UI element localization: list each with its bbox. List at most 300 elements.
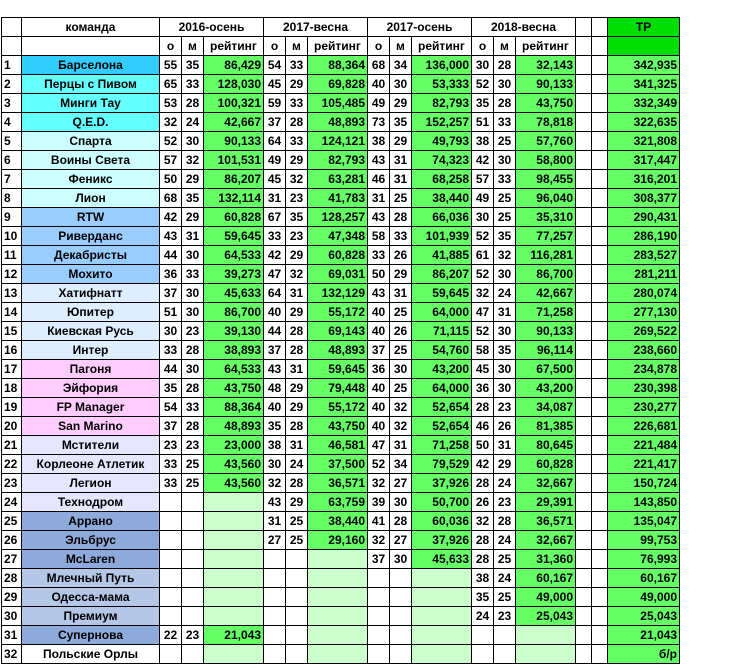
row-number: 1 [2, 56, 22, 75]
score-o: 50 [160, 170, 182, 189]
row-number: 13 [2, 284, 22, 303]
score-m [286, 626, 308, 645]
score-m: 30 [494, 151, 516, 170]
score-m [182, 493, 204, 512]
score-m: 28 [286, 322, 308, 341]
score-o: 35 [264, 417, 286, 436]
table-row [2, 645, 680, 664]
spacer-cell [592, 360, 608, 379]
score-m: 25 [390, 379, 412, 398]
spacer-cell [576, 550, 592, 569]
score-o: 38 [472, 569, 494, 588]
score-o: 30 [472, 208, 494, 227]
subheader-o: о [368, 37, 390, 56]
header-team: команда [22, 18, 160, 37]
subheader-rating: рейтинг [204, 37, 264, 56]
score-o: 40 [368, 322, 390, 341]
score-m: 28 [494, 94, 516, 113]
rating-value: 86,207 [412, 265, 472, 284]
score-o: 37 [160, 417, 182, 436]
header-season-3: 2017-осень [368, 18, 472, 37]
rating-value: 90,133 [516, 322, 576, 341]
rating-value: 29,391 [516, 493, 576, 512]
rating-value: 96,114 [516, 341, 576, 360]
header-total: ТР [608, 18, 680, 37]
score-o [160, 588, 182, 607]
score-o: 42 [472, 455, 494, 474]
spacer-cell [576, 75, 592, 94]
score-o: 43 [368, 284, 390, 303]
team-name: Воины Света [22, 151, 160, 170]
table-row [2, 75, 680, 94]
score-o: 38 [472, 132, 494, 151]
rating-value: 77,257 [516, 227, 576, 246]
score-o: 44 [264, 322, 286, 341]
team-name: Эйфория [22, 379, 160, 398]
row-number: 5 [2, 132, 22, 151]
score-o: 22 [160, 626, 182, 645]
rating-value: 74,323 [412, 151, 472, 170]
score-m: 28 [494, 56, 516, 75]
score-m: 25 [494, 132, 516, 151]
score-o: 58 [368, 227, 390, 246]
spacer-cell [592, 645, 608, 664]
score-o: 32 [368, 531, 390, 550]
score-o: 54 [160, 398, 182, 417]
score-m: 33 [390, 227, 412, 246]
subheader-total [608, 37, 680, 56]
score-m: 30 [494, 265, 516, 284]
score-o [368, 645, 390, 664]
table-row [2, 360, 680, 379]
score-m: 28 [182, 94, 204, 113]
score-o [368, 569, 390, 588]
score-o: 51 [160, 303, 182, 322]
table-row [2, 189, 680, 208]
score-m: 33 [286, 94, 308, 113]
score-m: 26 [494, 417, 516, 436]
score-m: 35 [494, 227, 516, 246]
score-o: 59 [264, 94, 286, 113]
total-rating: 322,635 [608, 113, 680, 132]
score-o: 37 [368, 341, 390, 360]
rating-value: 43,560 [204, 474, 264, 493]
score-o: 38 [368, 132, 390, 151]
rating-value: 136,000 [412, 56, 472, 75]
row-number: 25 [2, 512, 22, 531]
rating-value: 68,258 [412, 170, 472, 189]
score-m: 25 [390, 189, 412, 208]
score-m: 28 [390, 512, 412, 531]
score-m: 30 [182, 132, 204, 151]
table-row [2, 569, 680, 588]
score-m: 28 [286, 113, 308, 132]
score-o: 68 [160, 189, 182, 208]
team-name: Хатифнатт [22, 284, 160, 303]
spacer-cell [592, 493, 608, 512]
row-number: 10 [2, 227, 22, 246]
table-row [2, 588, 680, 607]
spacer-cell [592, 265, 608, 284]
score-o: 32 [472, 512, 494, 531]
row-number: 22 [2, 455, 22, 474]
score-m: 33 [286, 56, 308, 75]
row-number: 15 [2, 322, 22, 341]
score-o [264, 645, 286, 664]
subheader-rating: рейтинг [516, 37, 576, 56]
subheader-rating: рейтинг [412, 37, 472, 56]
spacer-cell [592, 512, 608, 531]
score-m: 33 [494, 170, 516, 189]
score-m [494, 626, 516, 645]
score-m: 30 [182, 360, 204, 379]
rating-value: 78,818 [516, 113, 576, 132]
rating-value: 81,385 [516, 417, 576, 436]
score-o: 55 [160, 56, 182, 75]
score-m: 28 [182, 417, 204, 436]
team-name: RTW [22, 208, 160, 227]
spacer-cell [592, 474, 608, 493]
row-number: 21 [2, 436, 22, 455]
rating-value [204, 550, 264, 569]
table-row [2, 265, 680, 284]
rating-value: 60,828 [308, 246, 368, 265]
score-o: 52 [472, 75, 494, 94]
total-rating: 76,993 [608, 550, 680, 569]
score-m: 31 [286, 284, 308, 303]
score-o: 73 [368, 113, 390, 132]
score-o: 51 [472, 113, 494, 132]
score-o [160, 607, 182, 626]
score-o: 28 [472, 474, 494, 493]
rating-value [516, 645, 576, 664]
score-m: 31 [390, 284, 412, 303]
score-o: 61 [472, 246, 494, 265]
rating-value: 60,828 [516, 455, 576, 474]
total-rating: 277,130 [608, 303, 680, 322]
score-o [264, 569, 286, 588]
score-m: 31 [390, 170, 412, 189]
total-rating: б/р [608, 645, 680, 664]
rating-value: 64,533 [204, 246, 264, 265]
spacer-cell [592, 94, 608, 113]
row-number: 20 [2, 417, 22, 436]
spacer-cell [576, 132, 592, 151]
score-o: 50 [368, 265, 390, 284]
rating-value: 63,281 [308, 170, 368, 189]
score-m: 31 [286, 360, 308, 379]
score-o: 68 [368, 56, 390, 75]
header-row-seasons [2, 18, 680, 37]
rating-value: 43,200 [412, 360, 472, 379]
score-m: 32 [390, 398, 412, 417]
rating-value: 100,321 [204, 94, 264, 113]
team-name: Декабристы [22, 246, 160, 265]
score-o: 24 [472, 607, 494, 626]
team-name: Лион [22, 189, 160, 208]
team-name: Феникс [22, 170, 160, 189]
rating-value: 52,654 [412, 398, 472, 417]
rating-value: 41,783 [308, 189, 368, 208]
rating-value: 37,500 [308, 455, 368, 474]
score-o: 31 [264, 512, 286, 531]
score-m: 30 [390, 550, 412, 569]
table-row [2, 246, 680, 265]
row-number: 4 [2, 113, 22, 132]
team-name: Риверданс [22, 227, 160, 246]
score-m: 23 [182, 626, 204, 645]
score-o: 36 [368, 360, 390, 379]
table-row [2, 56, 680, 75]
rating-value: 25,043 [516, 607, 576, 626]
score-o: 65 [160, 75, 182, 94]
score-o: 52 [472, 265, 494, 284]
table-row [2, 455, 680, 474]
rating-value: 101,939 [412, 227, 472, 246]
score-o [160, 645, 182, 664]
row-number: 3 [2, 94, 22, 113]
rating-value: 90,133 [516, 75, 576, 94]
score-m: 31 [390, 151, 412, 170]
rating-value [516, 626, 576, 645]
spacer-cell [576, 341, 592, 360]
score-o: 40 [264, 398, 286, 417]
score-m: 24 [182, 113, 204, 132]
score-m: 30 [494, 360, 516, 379]
score-m: 25 [286, 512, 308, 531]
score-o [160, 569, 182, 588]
team-name: Легион [22, 474, 160, 493]
score-o: 52 [368, 455, 390, 474]
score-m: 34 [390, 455, 412, 474]
rating-value: 60,167 [516, 569, 576, 588]
table-row [2, 227, 680, 246]
score-o: 33 [160, 455, 182, 474]
score-o: 47 [472, 303, 494, 322]
score-o: 28 [472, 398, 494, 417]
header-row-sub [2, 37, 680, 56]
table-row [2, 398, 680, 417]
score-m [390, 607, 412, 626]
score-o: 52 [472, 322, 494, 341]
rating-value: 42,667 [516, 284, 576, 303]
score-o: 30 [264, 455, 286, 474]
total-rating: 290,431 [608, 208, 680, 227]
score-m: 28 [494, 512, 516, 531]
row-number: 14 [2, 303, 22, 322]
rating-value: 35,310 [516, 208, 576, 227]
rating-value: 43,750 [516, 94, 576, 113]
score-m: 28 [286, 474, 308, 493]
team-name: FP Manager [22, 398, 160, 417]
score-m: 34 [390, 56, 412, 75]
team-name: Эльбрус [22, 531, 160, 550]
spacer-cell [592, 132, 608, 151]
score-o: 48 [264, 379, 286, 398]
team-name: Барселона [22, 56, 160, 75]
rating-value: 49,793 [412, 132, 472, 151]
row-number: 16 [2, 341, 22, 360]
rating-value: 47,348 [308, 227, 368, 246]
score-o: 53 [160, 94, 182, 113]
rating-value: 90,133 [204, 132, 264, 151]
rating-value: 55,172 [308, 398, 368, 417]
table-row [2, 170, 680, 189]
rating-value: 23,000 [204, 436, 264, 455]
rating-value: 43,560 [204, 455, 264, 474]
table-row [2, 474, 680, 493]
total-rating: 238,660 [608, 341, 680, 360]
score-o: 49 [264, 151, 286, 170]
score-o [160, 550, 182, 569]
score-o [472, 626, 494, 645]
rating-value: 71,258 [412, 436, 472, 455]
score-m: 24 [494, 474, 516, 493]
score-o: 54 [264, 56, 286, 75]
score-o: 44 [160, 360, 182, 379]
score-o: 30 [472, 56, 494, 75]
score-o: 32 [160, 113, 182, 132]
rating-value [204, 588, 264, 607]
spacer-cell [576, 588, 592, 607]
score-m: 24 [494, 284, 516, 303]
score-m: 25 [182, 455, 204, 474]
team-name: Интер [22, 341, 160, 360]
score-o: 41 [368, 512, 390, 531]
spacer-cell [592, 189, 608, 208]
total-rating: 25,043 [608, 607, 680, 626]
rating-value: 132,129 [308, 284, 368, 303]
score-m [286, 550, 308, 569]
total-rating: 269,522 [608, 322, 680, 341]
score-o: 40 [368, 379, 390, 398]
score-m: 27 [390, 474, 412, 493]
score-o: 50 [472, 436, 494, 455]
score-o: 23 [160, 436, 182, 455]
rating-value: 32,667 [516, 531, 576, 550]
rating-value [412, 569, 472, 588]
rating-value: 79,529 [412, 455, 472, 474]
total-rating: 234,878 [608, 360, 680, 379]
score-m: 25 [494, 550, 516, 569]
score-o: 27 [264, 531, 286, 550]
score-o: 45 [264, 75, 286, 94]
rating-value: 69,828 [308, 75, 368, 94]
score-m: 33 [182, 75, 204, 94]
score-m: 23 [286, 227, 308, 246]
score-o: 31 [264, 189, 286, 208]
score-m: 32 [390, 417, 412, 436]
spacer-cell [592, 208, 608, 227]
subheader-rating: рейтинг [308, 37, 368, 56]
spacer-cell [576, 56, 592, 75]
table-row [2, 113, 680, 132]
spacer-cell [576, 170, 592, 189]
total-rating: 226,681 [608, 417, 680, 436]
rating-value: 71,115 [412, 322, 472, 341]
score-o [368, 626, 390, 645]
score-m: 23 [182, 436, 204, 455]
rating-value: 63,759 [308, 493, 368, 512]
spacer-cell [592, 322, 608, 341]
rating-value: 36,571 [308, 474, 368, 493]
score-o: 49 [368, 94, 390, 113]
rating-value: 45,633 [412, 550, 472, 569]
spacer-cell [592, 303, 608, 322]
rating-value: 88,364 [204, 398, 264, 417]
rating-value: 128,030 [204, 75, 264, 94]
score-m: 35 [390, 113, 412, 132]
score-m: 29 [182, 170, 204, 189]
spacer-cell [576, 379, 592, 398]
total-rating: 150,724 [608, 474, 680, 493]
score-m: 25 [390, 303, 412, 322]
rating-value [412, 645, 472, 664]
score-m: 28 [286, 341, 308, 360]
score-o: 42 [472, 151, 494, 170]
rating-value [308, 645, 368, 664]
rating-value: 48,893 [308, 341, 368, 360]
spacer-cell [576, 398, 592, 417]
score-m [390, 645, 412, 664]
row-number: 32 [2, 645, 22, 664]
score-m: 24 [286, 455, 308, 474]
table-row [2, 208, 680, 227]
spacer-cell [576, 94, 592, 113]
spacer-cell [592, 436, 608, 455]
rating-value: 132,114 [204, 189, 264, 208]
total-rating: 230,277 [608, 398, 680, 417]
score-o [368, 588, 390, 607]
score-o: 47 [368, 436, 390, 455]
row-number: 8 [2, 189, 22, 208]
spacer-cell [576, 455, 592, 474]
score-o: 42 [160, 208, 182, 227]
score-o: 40 [368, 417, 390, 436]
row-number: 23 [2, 474, 22, 493]
rating-value: 41,885 [412, 246, 472, 265]
total-rating: 143,850 [608, 493, 680, 512]
rating-value: 57,760 [516, 132, 576, 151]
score-m: 30 [390, 75, 412, 94]
header-spacer-1 [576, 18, 592, 37]
total-rating: 332,349 [608, 94, 680, 113]
total-rating: 21,043 [608, 626, 680, 645]
spacer-cell [592, 227, 608, 246]
rating-value: 38,440 [308, 512, 368, 531]
score-m: 25 [494, 208, 516, 227]
rating-value [412, 626, 472, 645]
score-o: 36 [160, 265, 182, 284]
team-name: Польские Орлы [22, 645, 160, 664]
total-rating: 321,808 [608, 132, 680, 151]
spacer-cell [592, 455, 608, 474]
spacer-cell [592, 531, 608, 550]
spacer-cell [576, 284, 592, 303]
score-o: 33 [368, 246, 390, 265]
score-o: 43 [368, 151, 390, 170]
table-row [2, 94, 680, 113]
rating-value: 86,700 [204, 303, 264, 322]
row-number: 24 [2, 493, 22, 512]
spacer-cell [592, 588, 608, 607]
score-m: 29 [390, 265, 412, 284]
total-rating: 221,484 [608, 436, 680, 455]
score-o: 49 [472, 189, 494, 208]
score-o: 39 [368, 493, 390, 512]
rating-value: 50,700 [412, 493, 472, 512]
score-o: 32 [368, 474, 390, 493]
